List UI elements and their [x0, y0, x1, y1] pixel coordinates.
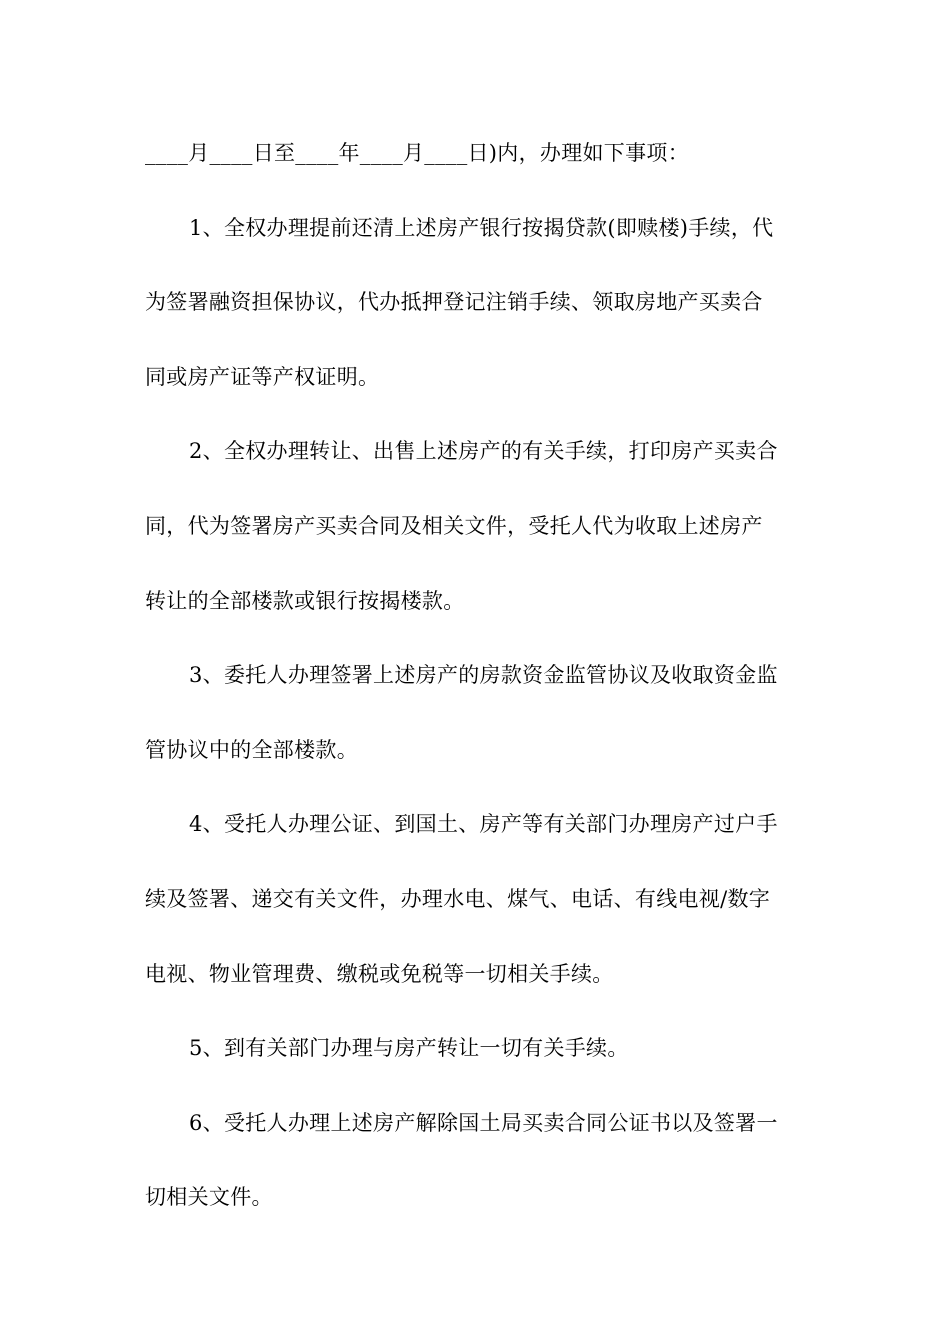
text-line: 同，代为签署房产买卖合同及相关文件，受托人代为收取上述房产: [145, 513, 763, 538]
text-line: 续及签署、递交有关文件，办理水电、煤气、电话、有线电视/数字: [145, 886, 771, 911]
text-line: ____月____日至____年____月____日)内，办理如下事项：: [145, 141, 689, 165]
text-line: 2、全权办理转让、出售上述房产的有关手续，打印房产买卖合: [189, 439, 778, 464]
text-line: 转让的全部楼款或银行按揭楼款。: [145, 588, 465, 613]
text-line: 6、受托人办理上述房产解除国土局买卖合同公证书以及签署一: [189, 1110, 778, 1135]
text-line: 4、受托人办理公证、到国土、房产等有关部门办理房产过户手: [189, 812, 778, 837]
text-line: 同或房产证等产权证明。: [145, 364, 380, 389]
text-line: 切相关文件。: [145, 1185, 273, 1210]
text-line: 5、到有关部门办理与房产转让一切有关手续。: [189, 1036, 629, 1061]
text-line: 管协议中的全部楼款。: [145, 737, 358, 762]
text-line: 为签署融资担保协议，代办抵押登记注销手续、领取房地产买卖合: [145, 290, 763, 315]
text-line: 1、全权办理提前还清上述房产银行按揭贷款(即赎楼)手续，代: [189, 215, 774, 240]
text-line: 电视、物业管理费、缴税或免税等一切相关手续。: [145, 961, 614, 986]
text-line: 3、委托人办理签署上述房产的房款资金监管协议及收取资金监: [189, 663, 778, 688]
document-body: [145, 128, 810, 1247]
